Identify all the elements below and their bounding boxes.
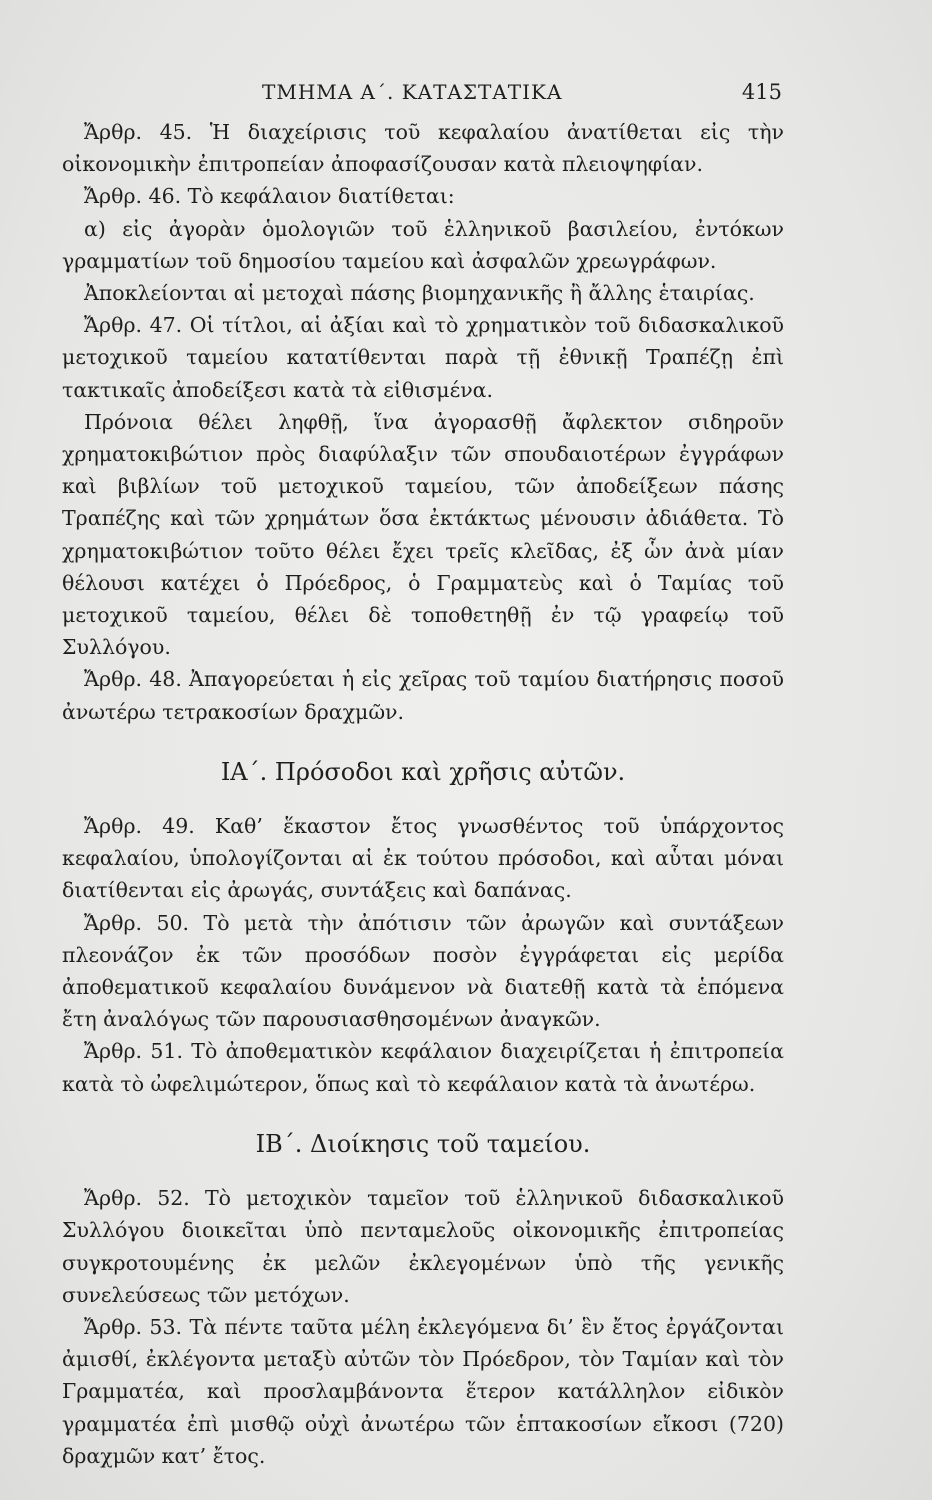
article-53: Ἄρθρ. 53. Τὰ πέντε ταῦτα μέλη ἐκλεγόμενα δι’ ἓν ἔτος ἐργάζονται ἀμισθί, ἐκλέγοντα μεταξὺ αὐτῶν τὸν Πρόεδρον, τὸν Ταμίαν καὶ τὸν Γραμματέα, καὶ προσλαμβάνοντα ἕτερον κατάλληλον εἰδικὸν γραμματέα ἐπὶ μισθῷ οὐχὶ ἀνωτέρω τῶν ἑπτακοσίων εἴκοσι (720) δραχμῶν κατ’ ἔτος. <box>62 1314 784 1468</box>
article-45: Ἄρθρ. 45. Ἡ διαχείρισις τοῦ κεφαλαίου ἀνατίθεται εἰς τὴν οἰκονομικὴν ἐπιτροπείαν ἀποφασίζουσαν κατὰ πλειοψηφίαν. <box>62 120 784 177</box>
safe-box-paragraph: Πρόνοια θέλει ληφθῇ, ἵνα ἀγορασθῇ ἄφλεκτον σιδηροῦν χρηματοκιβώτιον πρὸς διαφύλαξιν τῶν σπουδαιοτέρων ἐγγράφων καὶ βιβλίων τοῦ μετοχικοῦ ταμείου, τῶν ἀποδείξεων πάσης Τραπέζης καὶ τῶν χρημάτων ὅσα ἐκτάκτως μένουσιν ἀδιάθετα. Τὸ χρηματοκιβώτιον τοῦτο θέλει ἔχει τρεῖς κλεῖδας, ἐξ ὧν ἀνὰ μίαν θέλουσι κατέχει ὁ Πρόεδρος, ὁ Γραμματεὺς καὶ ὁ Ταμίας τοῦ μετοχικοῦ ταμείου, θέλει δὲ τοποθετηθῇ ἐν τῷ γραφείῳ τοῦ Συλλόγου. <box>62 409 784 660</box>
body-text <box>62 116 784 1472</box>
article-46: Ἄρθρ. 46. Τὸ κεφάλαιον διατίθεται: <box>84 184 455 209</box>
exclusion-clause: Ἀποκλείονται αἱ μετοχαὶ πάσης βιομηχανικῆς ἢ ἄλλης ἑταιρίας. <box>84 281 755 306</box>
page-number: 415 <box>741 80 782 104</box>
article-48: Ἄρθρ. 48. Ἀπαγορεύεται ἡ εἰς χεῖρας τοῦ ταμίου διατήρησις ποσοῦ ἀνωτέρω τετρακοσίων δραχμῶν. <box>62 667 784 724</box>
article-46-item-a: α) εἰς ἀγορὰν ὁμολογιῶν τοῦ ἑλληνικοῦ βασιλείου, ἐντόκων γραμματίων τοῦ δημοσίου ταμείου καὶ ἀσφαλῶν χρεωγράφων. <box>62 216 784 273</box>
running-title: ΤΜΗΜΑ Α΄. ΚΑΤΑΣΤΑΤΙΚΑ <box>262 80 563 104</box>
section-heading-ia: ΙΑ΄. Πρόσοδοι καὶ χρῆσις αὐτῶν. <box>220 757 626 786</box>
article-52: Ἄρθρ. 52. Τὸ μετοχικὸν ταμεῖον τοῦ ἑλληνικοῦ διδασκαλικοῦ Συλλόγου διοικεῖται ὑπὸ πενταμελοῦς οἰκονομικῆς ἐπιτροπείας συγκροτουμένης ἐκ μελῶν ἐκλεγομένων ὑπὸ τῆς γενικῆς συνελεύσεως τῶν μετόχων. <box>62 1186 784 1307</box>
article-47: Ἄρθρ. 47. Οἱ τίτλοι, αἱ ἀξίαι καὶ τὸ χρηματικὸν τοῦ διδασκαλικοῦ μετοχικοῦ ταμείου κατατίθενται παρὰ τῇ ἐθνικῇ Τραπέζῃ ἐπὶ τακτικαῖς ἀποδείξεσι κατὰ τὰ εἰθισμένα. <box>62 313 784 402</box>
article-50: Ἄρθρ. 50. Τὸ μετὰ τὴν ἀπότισιν τῶν ἀρωγῶν καὶ συντάξεων πλεονάζον ἐκ τῶν προσόδων ποσὸν ἐγγράφεται εἰς μερίδα ἀποθεματικοῦ κεφαλαίου δυνάμενον νὰ διατεθῇ κατὰ τὰ ἑπόμενα ἔτη ἀναλόγως τῶν παρουσιασθησομένων ἀναγκῶν. <box>62 910 784 1032</box>
page-header <box>62 80 782 110</box>
article-49: Ἄρθρ. 49. Καθ’ ἕκαστον ἔτος γνωσθέντος τοῦ ὑπάρχοντος κεφαλαίου, ὑπολογίζονται αἱ ἐκ τούτου πρόσοδοι, καὶ αὗται μόναι διατίθενται εἰς ἀρωγάς, συντάξεις καὶ δαπάνας. <box>62 814 784 903</box>
section-heading-ib: ΙΒ΄. Διοίκησις τοῦ ταμείου. <box>255 1129 591 1158</box>
article-51: Ἄρθρ. 51. Τὸ ἀποθεματικὸν κεφάλαιον διαχειρίζεται ἡ ἐπιτροπεία κατὰ τὸ ὠφελιμώτερον, ὅπως καὶ τὸ κεφάλαιον κατὰ τὰ ἀνωτέρω. <box>62 1039 784 1096</box>
